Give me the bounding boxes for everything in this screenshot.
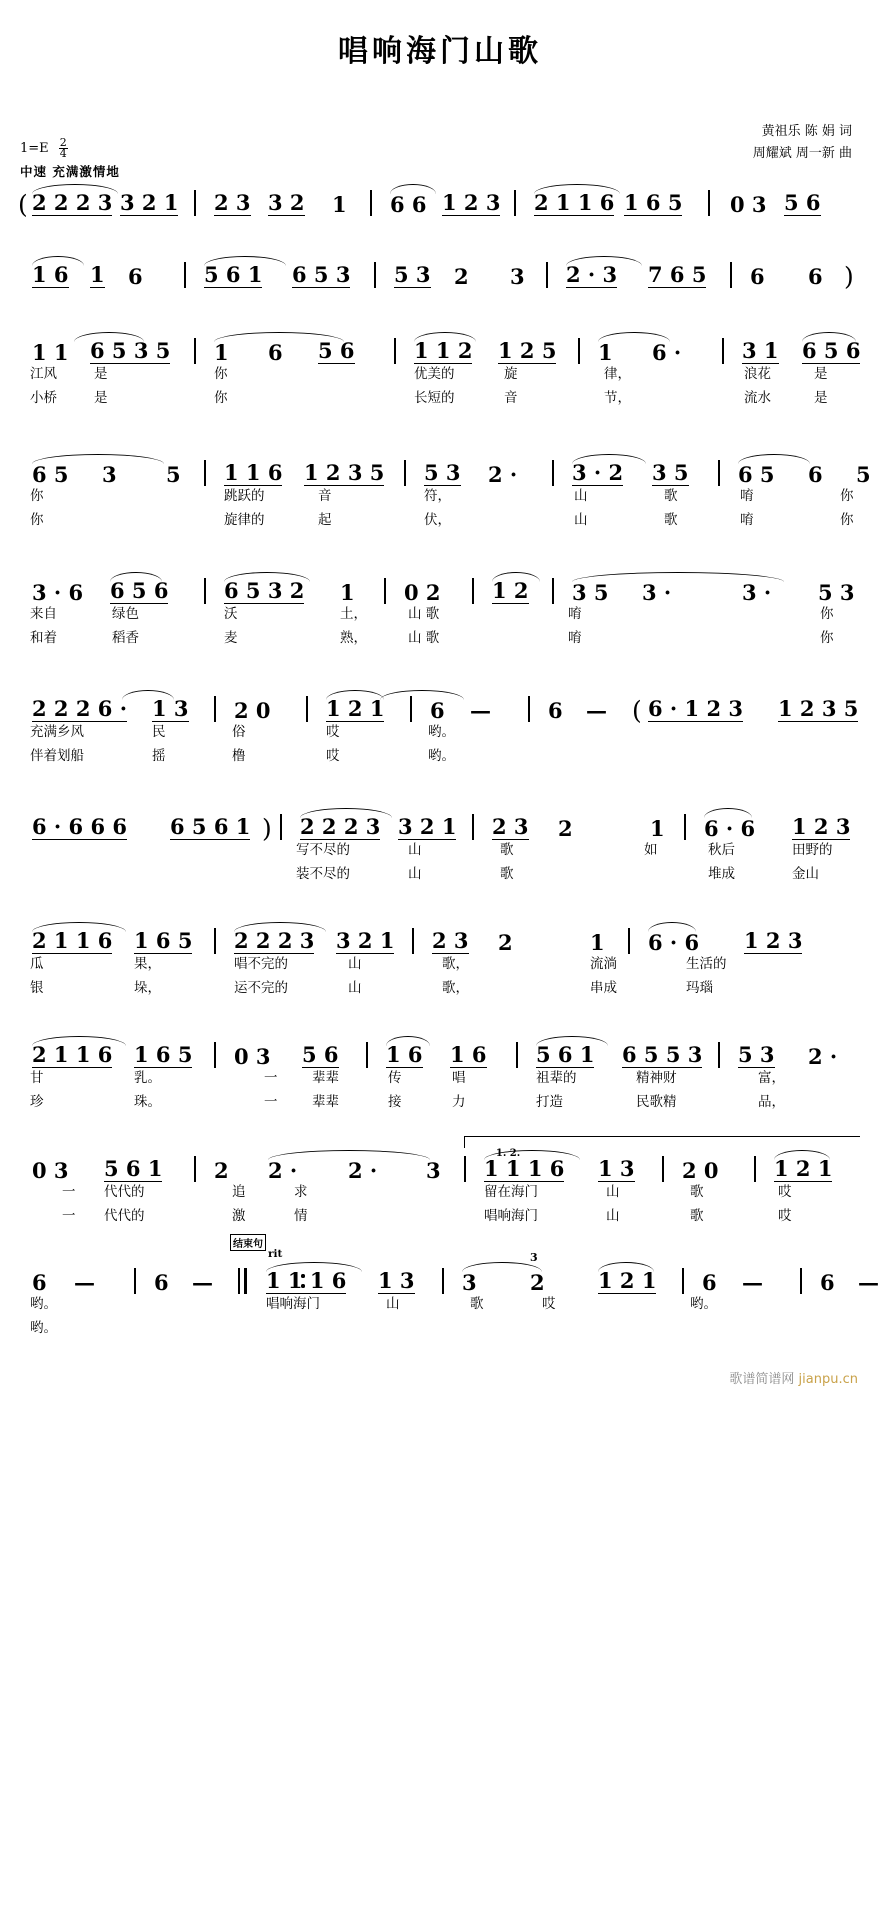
key-signature: 1=E bbox=[20, 141, 49, 156]
system-4-notes: 6 5 3 5 1 1 6 1 2 3 5 5 3 2 · 3 · 2 3 5 6 5 6 5 bbox=[18, 456, 863, 486]
site-watermark bbox=[729, 1368, 858, 1387]
lyricists: 黄祖乐 陈 娟 词 bbox=[761, 124, 852, 139]
sheet-music-page bbox=[0, 26, 880, 1401]
system-8-lyrics-verse1: 瓜 果， 唱不完的 山 歌， 流淌 生活的 bbox=[30, 956, 727, 972]
system-9-lyrics-verse2: 珍 珠。 一 辈辈 接 力 打造 民歌精 品， bbox=[30, 1094, 785, 1110]
system-1 bbox=[18, 186, 863, 219]
system-6-notes: 2 2 2 6 · 1 3 2 0 1 2 1 6 — 6 — ( 6 · 1 2 3 1 2 3 5 bbox=[18, 692, 863, 722]
system-2-notes: 1 6 1 6 5 6 1 6 5 3 5 3 2 3 2 · 3 7 6 5 6 6 ) bbox=[18, 258, 863, 288]
time-signature-numerator: 2 bbox=[59, 136, 67, 149]
system-4-lyrics-verse2: 你 旋律的 起 伏， 山 歌 唷 你 bbox=[30, 512, 854, 528]
triplet-marking: 3 bbox=[530, 1251, 538, 1264]
system-10-notes: 0 3 5 6 1 2 2 · 2 · 3 1 1 1 6 1 3 2 0 1 2 1 1. 2. bbox=[18, 1152, 863, 1182]
system-9-notes: 2 1 1 6 1 6 5 0 3 5 6 1 6 1 6 5 6 1 6 5 5 3 5 3 2 · bbox=[18, 1038, 863, 1068]
system-7 bbox=[18, 810, 863, 888]
system-8 bbox=[18, 924, 863, 1002]
tempo-marking: 中速 充满激情地 bbox=[20, 164, 120, 179]
system-5 bbox=[18, 574, 863, 652]
page-title: 唱响海门山歌 bbox=[338, 34, 542, 69]
system-8-lyrics-verse2: 银 垛， 运不完的 山 歌， 串成 玛瑙 bbox=[30, 980, 713, 996]
system-11-lyrics-verse1: 哟。 唱响海门 山 歌 哎 哟。 bbox=[30, 1296, 717, 1312]
system-11-lyrics-verse2: 哟。 bbox=[30, 1320, 57, 1336]
system-2 bbox=[18, 258, 863, 291]
credits-block bbox=[753, 121, 852, 165]
system-9 bbox=[18, 1038, 863, 1116]
composers: 周耀斌 周一新 曲 bbox=[752, 146, 852, 161]
system-9-lyrics-verse1: 甘 乳。 一 辈辈 传 唱 祖辈的 精神财 富， bbox=[30, 1070, 785, 1086]
system-6-lyrics-verse2: 伴着划船 摇 橹 哎 哟。 bbox=[30, 748, 455, 764]
system-4-lyrics-verse1: 你 跳跃的 音 符， 山 歌 唷 你 bbox=[30, 488, 854, 504]
system-10 bbox=[18, 1148, 863, 1230]
key-signature-line bbox=[20, 138, 68, 159]
system-6 bbox=[18, 692, 863, 770]
volta-label: 1. 2. bbox=[495, 1148, 521, 1159]
site-label: 歌谱简谱网 bbox=[729, 1372, 795, 1387]
system-8-notes: 2 1 1 6 1 6 5 2 2 2 3 3 2 1 2 3 2 1 6 · 6 1 2 3 bbox=[18, 924, 863, 954]
system-10-lyrics-verse2: 一 代代的 激 情 唱响海门 山 歌 哎 bbox=[62, 1208, 792, 1224]
system-7-lyrics-verse1: 写不尽的 山 歌 如 秋后 田野的 bbox=[296, 842, 833, 858]
system-5-lyrics-verse1: 来自 绿色 沃 土， 山 歌 唷 你 bbox=[30, 606, 834, 622]
system-10-lyrics-verse1: 一 代代的 追 求 留在海门 山 歌 哎 bbox=[62, 1184, 792, 1200]
system-5-notes: 3 · 6 6 5 6 6 5 3 2 1 0 2 1 2 3 5 3 · 3 · 5 3 bbox=[18, 574, 863, 604]
system-1-notes: ( 2 2 2 3 3 2 1 2 3 3 2 1 6 6 1 2 3 2 1 1 6 1 6 5 0 3 5 6 bbox=[18, 186, 863, 216]
system-11-notes: 6 — 6 — 1 1 1 6 1 3 3 2 1 2 1 6 — 6 — 3 结束句 rit bbox=[18, 1264, 863, 1294]
system-3-lyrics-verse1: 江风 是 你 优美的 旋 律， 浪花 是 bbox=[30, 366, 828, 382]
rit-marking: rit bbox=[268, 1248, 283, 1260]
repeat-barline bbox=[238, 1268, 252, 1294]
system-4 bbox=[18, 456, 871, 534]
system-6-lyrics-verse1: 充满乡风 民 俗 哎 哟。 bbox=[30, 724, 455, 740]
ending-phrase-mark: 结束句 bbox=[230, 1234, 266, 1251]
system-7-notes: 6 · 6 6 6 6 5 6 1 ) 2 2 2 3 3 2 1 2 3 2 1 6 · 6 1 2 3 bbox=[18, 810, 863, 840]
time-signature-denominator: 4 bbox=[59, 147, 67, 160]
volta-bracket bbox=[464, 1136, 860, 1159]
system-3-notes: 1 1 6 5 3 5 1 6 5 6 1 1 2 1 2 5 1 6 · 3 1 6 5 6 bbox=[18, 334, 863, 364]
system-7-lyrics-verse2: 装不尽的 山 歌 堆成 金山 bbox=[296, 866, 819, 882]
time-signature bbox=[59, 138, 68, 159]
site-url: jianpu.cn bbox=[798, 1372, 858, 1387]
system-5-lyrics-verse2: 和着 稻香 麦 熟， 山 歌 唷 你 bbox=[30, 630, 834, 646]
system-11 bbox=[18, 1239, 879, 1342]
system-3 bbox=[18, 334, 863, 412]
system-3-lyrics-verse2: 小桥 是 你 长短的 音 节， 流水 是 bbox=[30, 390, 828, 406]
